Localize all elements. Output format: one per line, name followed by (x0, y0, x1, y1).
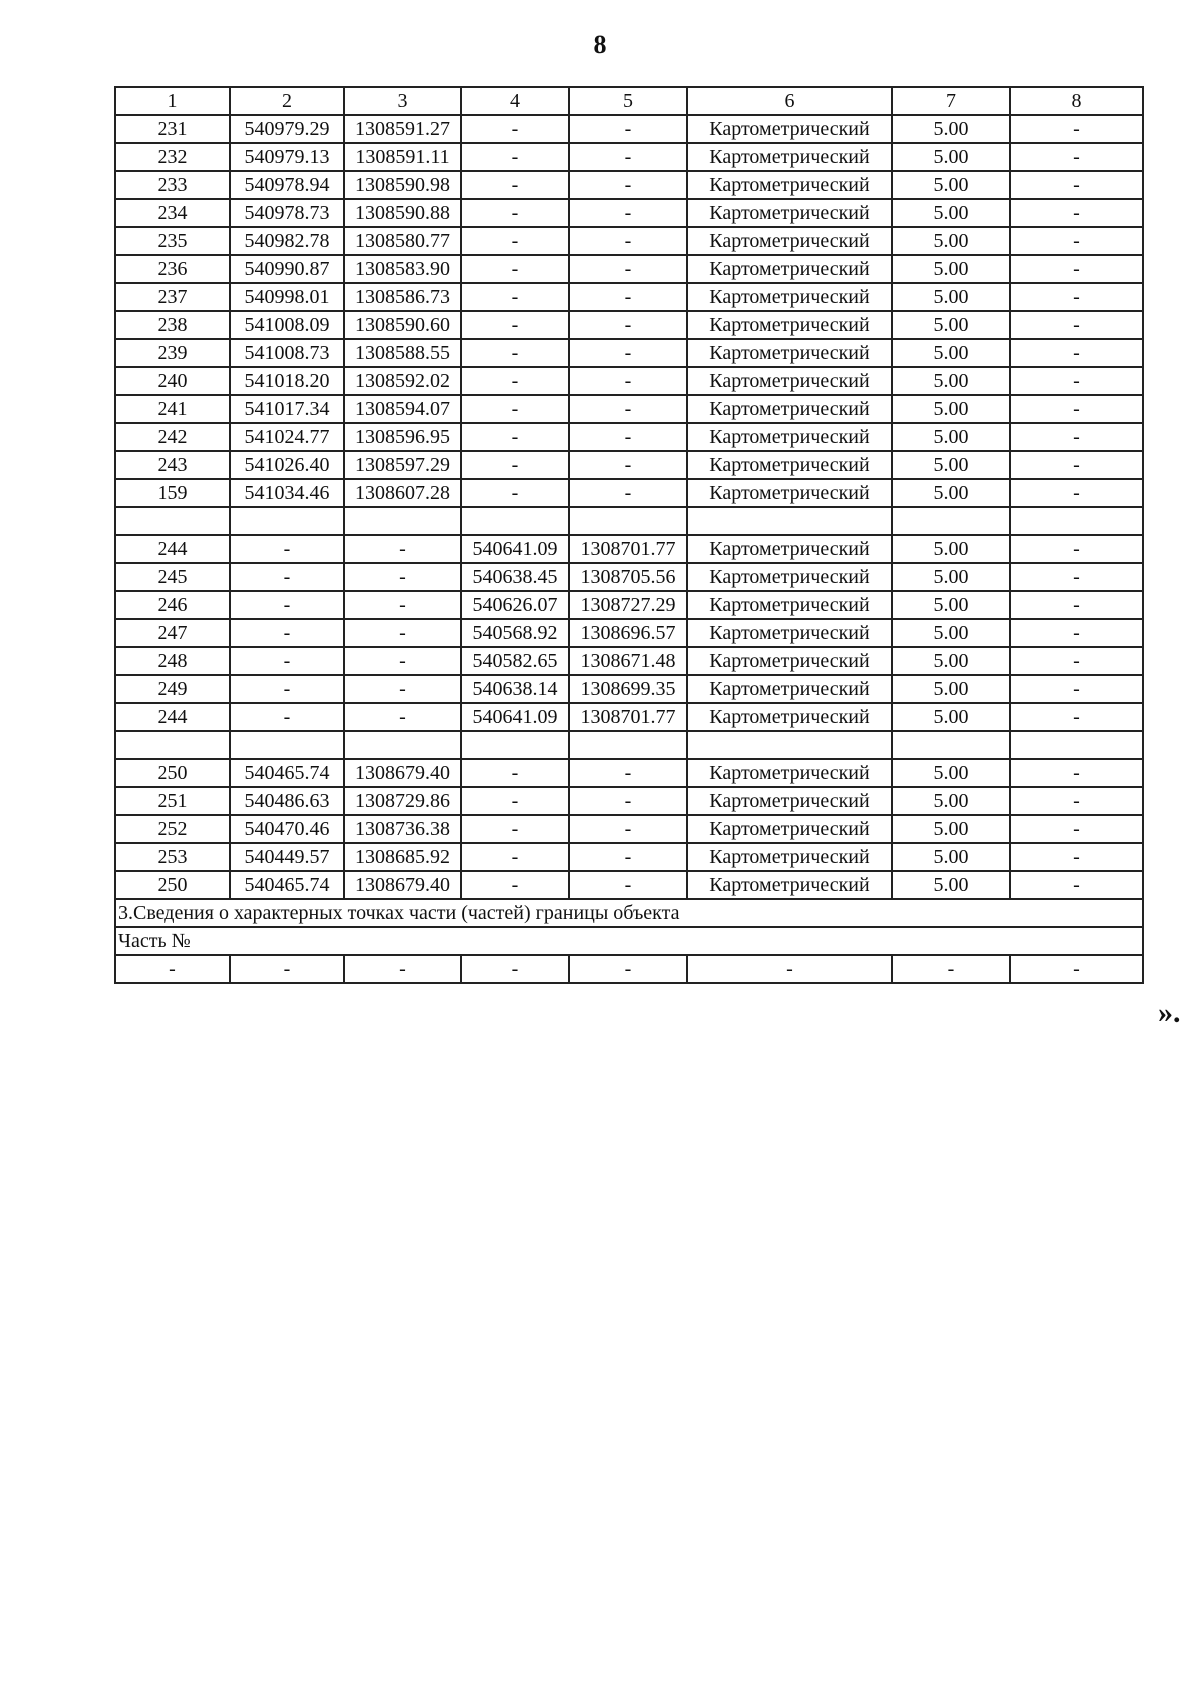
table-cell: 540470.46 (230, 815, 344, 843)
table-cell: - (344, 619, 461, 647)
table-cell: 540626.07 (461, 591, 569, 619)
table-cell: 247 (115, 619, 230, 647)
table-cell (569, 731, 687, 759)
table-cell: 540982.78 (230, 227, 344, 255)
table-row (115, 451, 1143, 479)
table-row (115, 731, 1143, 759)
table-cell: - (1010, 787, 1143, 815)
table-cell: - (1010, 675, 1143, 703)
table-cell: Картометрический (687, 619, 892, 647)
table-cell: - (230, 591, 344, 619)
table-cell: - (1010, 815, 1143, 843)
table-cell: Картометрический (687, 871, 892, 899)
table-cell: 5.00 (892, 815, 1010, 843)
table-cell: Картометрический (687, 255, 892, 283)
table-cell (344, 507, 461, 535)
table-cell: 234 (115, 199, 230, 227)
table-row (115, 423, 1143, 451)
table-cell: - (461, 143, 569, 171)
table-cell: Картометрический (687, 367, 892, 395)
table-cell: - (569, 311, 687, 339)
table-cell (344, 731, 461, 759)
table-cell: - (1010, 143, 1143, 171)
table-cell: Картометрический (687, 199, 892, 227)
table-cell: - (230, 619, 344, 647)
table-cell: 1308679.40 (344, 871, 461, 899)
table-cell: - (344, 591, 461, 619)
table-cell: 3 (344, 87, 461, 115)
table-cell: - (1010, 619, 1143, 647)
table-cell: 1308580.77 (344, 227, 461, 255)
table-cell: 250 (115, 871, 230, 899)
table-cell: - (230, 703, 344, 731)
table-cell: 540568.92 (461, 619, 569, 647)
table-cell: 1308592.02 (344, 367, 461, 395)
table-cell: Картометрический (687, 283, 892, 311)
table-body (115, 87, 1143, 983)
table-cell: - (230, 535, 344, 563)
table-cell: - (1010, 955, 1143, 983)
table-cell: Картометрический (687, 815, 892, 843)
table-cell: 246 (115, 591, 230, 619)
table-cell: 240 (115, 367, 230, 395)
table-cell (115, 507, 230, 535)
page-number: 8 (593, 30, 607, 59)
table-row (115, 255, 1143, 283)
table-cell: - (344, 563, 461, 591)
table-cell: - (569, 395, 687, 423)
table-cell: - (230, 955, 344, 983)
table-cell: - (1010, 395, 1143, 423)
table-cell: - (569, 787, 687, 815)
table-cell: - (461, 423, 569, 451)
table-cell: - (461, 227, 569, 255)
table-cell: - (569, 283, 687, 311)
table-cell: 244 (115, 535, 230, 563)
table-cell: 5.00 (892, 451, 1010, 479)
table-cell: 5.00 (892, 675, 1010, 703)
table-cell: 238 (115, 311, 230, 339)
part-label-cell: Часть № (115, 927, 1143, 955)
table-cell: - (569, 815, 687, 843)
table-cell: - (1010, 759, 1143, 787)
table-cell: 239 (115, 339, 230, 367)
table-cell: - (892, 955, 1010, 983)
table-cell: 5.00 (892, 591, 1010, 619)
table-cell: 242 (115, 423, 230, 451)
table-cell: - (461, 815, 569, 843)
table-cell: - (115, 955, 230, 983)
table-cell: Картометрический (687, 115, 892, 143)
table-row (115, 479, 1143, 507)
table-cell: 1308701.77 (569, 535, 687, 563)
table-cell: - (1010, 591, 1143, 619)
table-cell: Картометрический (687, 591, 892, 619)
section-heading (115, 899, 1143, 927)
table-cell: 540979.13 (230, 143, 344, 171)
table-cell: 249 (115, 675, 230, 703)
table-cell: 244 (115, 703, 230, 731)
table-cell: Картометрический (687, 759, 892, 787)
table-cell: 1308596.95 (344, 423, 461, 451)
table-cell: - (1010, 367, 1143, 395)
table-cell (461, 507, 569, 535)
table-cell: Картометрический (687, 787, 892, 815)
table-cell: 231 (115, 115, 230, 143)
table-cell: 1 (115, 87, 230, 115)
part-label (115, 927, 1143, 955)
table-cell: 1308583.90 (344, 255, 461, 283)
table-cell: 541018.20 (230, 367, 344, 395)
table-cell: 1308671.48 (569, 647, 687, 675)
table-cell: Картометрический (687, 563, 892, 591)
table-row (115, 647, 1143, 675)
table-cell: - (461, 199, 569, 227)
table-row (115, 703, 1143, 731)
table-cell: 1308586.73 (344, 283, 461, 311)
table-cell: 541024.77 (230, 423, 344, 451)
table-cell: 540638.14 (461, 675, 569, 703)
table-cell: 5.00 (892, 423, 1010, 451)
table-cell: Картометрический (687, 703, 892, 731)
table-cell: 1308590.60 (344, 311, 461, 339)
table-cell: 1308590.98 (344, 171, 461, 199)
table-cell: - (461, 255, 569, 283)
table-cell: - (1010, 451, 1143, 479)
table-cell: - (1010, 339, 1143, 367)
table-cell (115, 731, 230, 759)
table-cell: - (569, 115, 687, 143)
table-cell: - (1010, 199, 1143, 227)
table-cell: 6 (687, 87, 892, 115)
table-cell: 5.00 (892, 843, 1010, 871)
table-cell: 5.00 (892, 563, 1010, 591)
table-row (115, 171, 1143, 199)
table-cell: 1308729.86 (344, 787, 461, 815)
table-cell: 541008.09 (230, 311, 344, 339)
table-cell: - (461, 367, 569, 395)
table-cell: Картометрический (687, 311, 892, 339)
table-cell: - (569, 199, 687, 227)
closing-quote: ». (1158, 996, 1181, 1029)
table-cell: 5.00 (892, 339, 1010, 367)
table-cell: - (344, 647, 461, 675)
table-cell: 5.00 (892, 703, 1010, 731)
table-cell: 252 (115, 815, 230, 843)
table-cell: 5.00 (892, 367, 1010, 395)
table-cell: 540990.87 (230, 255, 344, 283)
table-cell: 1308699.35 (569, 675, 687, 703)
table-cell: 237 (115, 283, 230, 311)
table-cell: 5.00 (892, 311, 1010, 339)
table-cell: 540465.74 (230, 759, 344, 787)
table-cell: - (344, 535, 461, 563)
table-cell: - (1010, 423, 1143, 451)
table-cell: 1308588.55 (344, 339, 461, 367)
table-row (115, 507, 1143, 535)
table-cell: Картометрический (687, 647, 892, 675)
table-header-row (115, 87, 1143, 115)
table-cell: 2 (230, 87, 344, 115)
table-cell: - (344, 955, 461, 983)
table-cell: 1308685.92 (344, 843, 461, 871)
table-cell: - (461, 759, 569, 787)
table-cell: - (569, 227, 687, 255)
section-heading-cell: 3.Сведения о характерных точках части (частей) границы объекта (115, 899, 1143, 927)
table-cell: 5.00 (892, 871, 1010, 899)
table-cell: 540465.74 (230, 871, 344, 899)
table-cell: Картометрический (687, 339, 892, 367)
table-cell: 248 (115, 647, 230, 675)
table-cell: - (569, 171, 687, 199)
table-cell: - (461, 787, 569, 815)
table-cell: - (569, 843, 687, 871)
table-cell: - (1010, 255, 1143, 283)
table-cell: 1308679.40 (344, 759, 461, 787)
table-cell: - (569, 479, 687, 507)
table-cell: - (461, 311, 569, 339)
table-cell: - (569, 255, 687, 283)
table-cell: 540978.94 (230, 171, 344, 199)
table-cell (230, 507, 344, 535)
table-cell: - (230, 647, 344, 675)
table-cell: - (461, 115, 569, 143)
table-cell: 5.00 (892, 759, 1010, 787)
table-cell: - (230, 675, 344, 703)
table-cell (892, 731, 1010, 759)
table-row (115, 535, 1143, 563)
table-cell (461, 731, 569, 759)
table-cell: 540978.73 (230, 199, 344, 227)
table-row (115, 143, 1143, 171)
table-cell: Картометрический (687, 479, 892, 507)
table-row (115, 619, 1143, 647)
table-row (115, 591, 1143, 619)
table-cell: - (569, 423, 687, 451)
table-cell: - (569, 451, 687, 479)
table-cell: - (1010, 171, 1143, 199)
table-cell (687, 507, 892, 535)
table-cell: - (461, 171, 569, 199)
table-cell: - (461, 955, 569, 983)
table-row (115, 395, 1143, 423)
table-row (115, 815, 1143, 843)
table-cell: 5.00 (892, 479, 1010, 507)
table-cell: 5.00 (892, 619, 1010, 647)
table-cell: 243 (115, 451, 230, 479)
table-cell: 540582.65 (461, 647, 569, 675)
table-cell: - (461, 871, 569, 899)
table-cell: 541034.46 (230, 479, 344, 507)
table-row (115, 367, 1143, 395)
table-cell: 1308727.29 (569, 591, 687, 619)
table-cell: 5.00 (892, 647, 1010, 675)
table-cell: - (687, 955, 892, 983)
table-row (115, 283, 1143, 311)
table-cell: 235 (115, 227, 230, 255)
table-row (115, 311, 1143, 339)
table-cell: 540979.29 (230, 115, 344, 143)
table-cell: - (461, 395, 569, 423)
table-cell: 5.00 (892, 115, 1010, 143)
table-cell (687, 731, 892, 759)
table-cell: 1308736.38 (344, 815, 461, 843)
table-cell: 241 (115, 395, 230, 423)
table-cell (892, 507, 1010, 535)
table-cell: - (569, 143, 687, 171)
table-cell: Картометрический (687, 171, 892, 199)
table-cell: 540638.45 (461, 563, 569, 591)
table-row (115, 843, 1143, 871)
table-cell: - (461, 283, 569, 311)
table-cell (1010, 507, 1143, 535)
table-cell (230, 731, 344, 759)
table-cell: 1308591.11 (344, 143, 461, 171)
table-cell: 7 (892, 87, 1010, 115)
table-cell: 5.00 (892, 535, 1010, 563)
table-cell: - (230, 563, 344, 591)
table-cell: Картометрический (687, 451, 892, 479)
table-cell: 541008.73 (230, 339, 344, 367)
table-cell: 232 (115, 143, 230, 171)
table-cell: - (344, 703, 461, 731)
part-row (115, 955, 1143, 983)
table-cell: - (1010, 703, 1143, 731)
table-cell: - (461, 339, 569, 367)
table-cell: 4 (461, 87, 569, 115)
table-cell: 1308591.27 (344, 115, 461, 143)
table-cell: - (569, 339, 687, 367)
table-cell: 1308590.88 (344, 199, 461, 227)
table-cell: - (461, 451, 569, 479)
table-row (115, 563, 1143, 591)
table-cell: 541017.34 (230, 395, 344, 423)
table-row (115, 675, 1143, 703)
table-cell: 251 (115, 787, 230, 815)
table-cell: 540641.09 (461, 535, 569, 563)
table-row (115, 199, 1143, 227)
table-cell: - (569, 955, 687, 983)
table-cell: - (1010, 227, 1143, 255)
table-row (115, 759, 1143, 787)
table-row (115, 871, 1143, 899)
table-cell: 1308607.28 (344, 479, 461, 507)
table-cell: 5.00 (892, 199, 1010, 227)
coordinates-table (114, 86, 1144, 984)
table-cell: 5 (569, 87, 687, 115)
table-row (115, 787, 1143, 815)
table-cell: 8 (1010, 87, 1143, 115)
table-cell: - (569, 759, 687, 787)
table-cell: 245 (115, 563, 230, 591)
table-cell: 1308597.29 (344, 451, 461, 479)
table-cell: Картометрический (687, 843, 892, 871)
table-cell: 5.00 (892, 255, 1010, 283)
table-cell: - (1010, 871, 1143, 899)
table-cell: 250 (115, 759, 230, 787)
table-cell: 1308594.07 (344, 395, 461, 423)
table-cell: 5.00 (892, 395, 1010, 423)
table-cell: 5.00 (892, 227, 1010, 255)
table-cell: 159 (115, 479, 230, 507)
table-cell: - (344, 675, 461, 703)
table-cell: Картометрический (687, 395, 892, 423)
table-cell: - (1010, 311, 1143, 339)
table-cell: Картометрический (687, 227, 892, 255)
table-cell: 540449.57 (230, 843, 344, 871)
table-cell: 5.00 (892, 171, 1010, 199)
table-cell (569, 507, 687, 535)
table-cell: 1308696.57 (569, 619, 687, 647)
table-cell: Картометрический (687, 143, 892, 171)
table-row (115, 115, 1143, 143)
table-cell: 1308705.56 (569, 563, 687, 591)
table-cell: - (1010, 283, 1143, 311)
table-cell: - (461, 479, 569, 507)
table-cell: 253 (115, 843, 230, 871)
table-cell: 540641.09 (461, 703, 569, 731)
table-cell: - (1010, 647, 1143, 675)
table-cell: 540998.01 (230, 283, 344, 311)
table-cell: 541026.40 (230, 451, 344, 479)
table-cell: 1308701.77 (569, 703, 687, 731)
table-cell: Картометрический (687, 535, 892, 563)
table-cell: 233 (115, 171, 230, 199)
table-cell: - (1010, 479, 1143, 507)
table-cell (1010, 731, 1143, 759)
table-cell: Картометрический (687, 675, 892, 703)
table-cell: - (1010, 535, 1143, 563)
table-cell: Картометрический (687, 423, 892, 451)
table-cell: 236 (115, 255, 230, 283)
table-cell: - (1010, 563, 1143, 591)
table-cell: 540486.63 (230, 787, 344, 815)
table-cell: - (569, 367, 687, 395)
table-cell: - (1010, 115, 1143, 143)
table-row (115, 339, 1143, 367)
table-cell: 5.00 (892, 143, 1010, 171)
table-row (115, 227, 1143, 255)
table-cell: 5.00 (892, 283, 1010, 311)
table-cell: 5.00 (892, 787, 1010, 815)
table-cell: - (461, 843, 569, 871)
table-cell: - (569, 871, 687, 899)
table-cell: - (1010, 843, 1143, 871)
